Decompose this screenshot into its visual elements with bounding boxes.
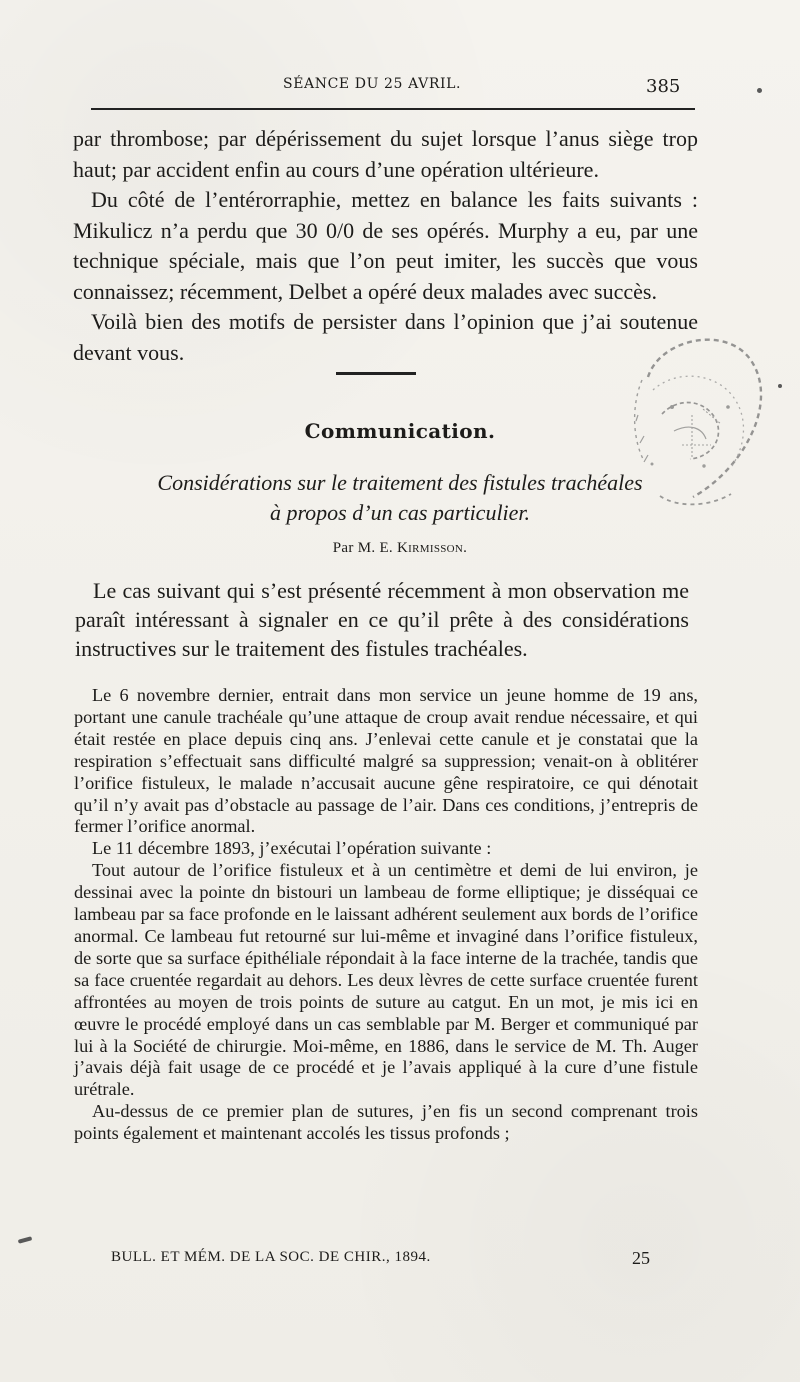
intro-paragraph-3: Voilà bien des motifs de persister dans l’opinion que j’ai soutenue devant vous. [73,309,698,365]
case-paragraph-3: Tout autour de l’orifice fistuleux et à un centimètre et demi de lui environ, je dessinai avec la pointe dn bistouri un lambeau de forme elliptique; je disséquai ce lambeau par sa face profonde en le laissant adhérent seulement aux bords de l’orifice anormal. Ce lambeau fut retourné sur lui-même et invaginé dans l’orifice fistuleux, de sorte que sa surface épithéliale répondait à la face interne de la trachée, tandis que sa face cruentée regardait au dehors. Les deux lèvres de cette surface cruentée furent affrontées au moyen de trois points de suture au catgut. En un mot, je mis ici en œuvre le procédé employé dans un cas semblable par M. Berger et communiqué par lui à la Société de chirurgie. Moi-même, en 1886, dans le service de M. Th. Auger j’avais déjà fait usage de ce procédé et je l’avais appliqué à la cure d’une fistule urétrale. [74,860,698,1100]
section-divider [336,372,416,375]
footer [0,1249,800,1273]
footer-signature: 25 [632,1248,650,1268]
header-divider [91,108,695,110]
article-title-line-1: Considérations sur le traitement des fistules trachéales [157,470,643,495]
case-paragraph-1: Le 6 novembre dernier, entrait dans mon service un jeune homme de 19 ans, portant une canule trachéale qu’une attaque de croup avait rendue nécessaire, et qui était restée en place depuis cinq ans. J’enlevai cette canule et je constatai que la respiration s’effectuait sans difficulté malgré sa suppression; venait-on à oblitérer l’orifice fistuleux, le malade n’accusait aucune gêne respiratoire, ce qui dénotait qu’il n’y avait pas d’obstacle au passage de l’air. Dans ces conditions, j’entrepris de fermer l’orifice anormal. [74,685,698,837]
author-name: Kirmisson. [397,540,468,556]
lead-text [75,576,689,663]
page-title: SÉANCE DU 25 AVRIL. [283,76,462,92]
lead-paragraph: Le cas suivant qui s’est présenté récemment à mon observation me paraît intéressant à signaler en ce qu’il prête à des considérations instructives sur le traitement des fistules trachéales. [75,578,689,661]
article-title-line-2: à propos d’un cas particulier. [269,500,531,525]
communication-heading: Communication. [304,419,496,443]
author-prefix: Par M. E. [332,540,393,556]
intro-paragraph-2: Du côté de l’entérorraphie, mettez en balance les faits suivants : Mikulicz n’a perdu que 30 0/0 de ses opérés. Murphy a eu, par une technique spéciale, mais que l’on peut imiter, les succès que vous connaissez; récemment, Delbet a opéré deux malades avec succès. [73,187,698,304]
intro-paragraph-1: par thrombose; par dépérissement du sujet lorsque l’anus siège trop haut; par accident enfin au cours d’une opération ultérieure. [73,126,698,182]
case-report [74,685,698,1145]
margin-mark-left [18,1236,33,1243]
footer-citation: BULL. ET MÉM. DE LA SOC. DE CHIR., 1894. [111,1249,431,1265]
article-title [95,468,705,528]
margin-mark-right-2 [778,384,782,388]
intro-text [73,124,698,368]
case-paragraph-4: Au-dessus de ce premier plan de sutures, j’en fis un second comprenant trois points également et maintenant accolés les tissus profonds ; [74,1101,698,1144]
case-paragraph-2: Le 11 décembre 1893, j’exécutai l’opération suivante : [92,838,492,859]
author-line [0,540,800,557]
margin-mark-right [757,88,762,93]
running-head [0,76,800,100]
page-number: 385 [646,76,681,97]
